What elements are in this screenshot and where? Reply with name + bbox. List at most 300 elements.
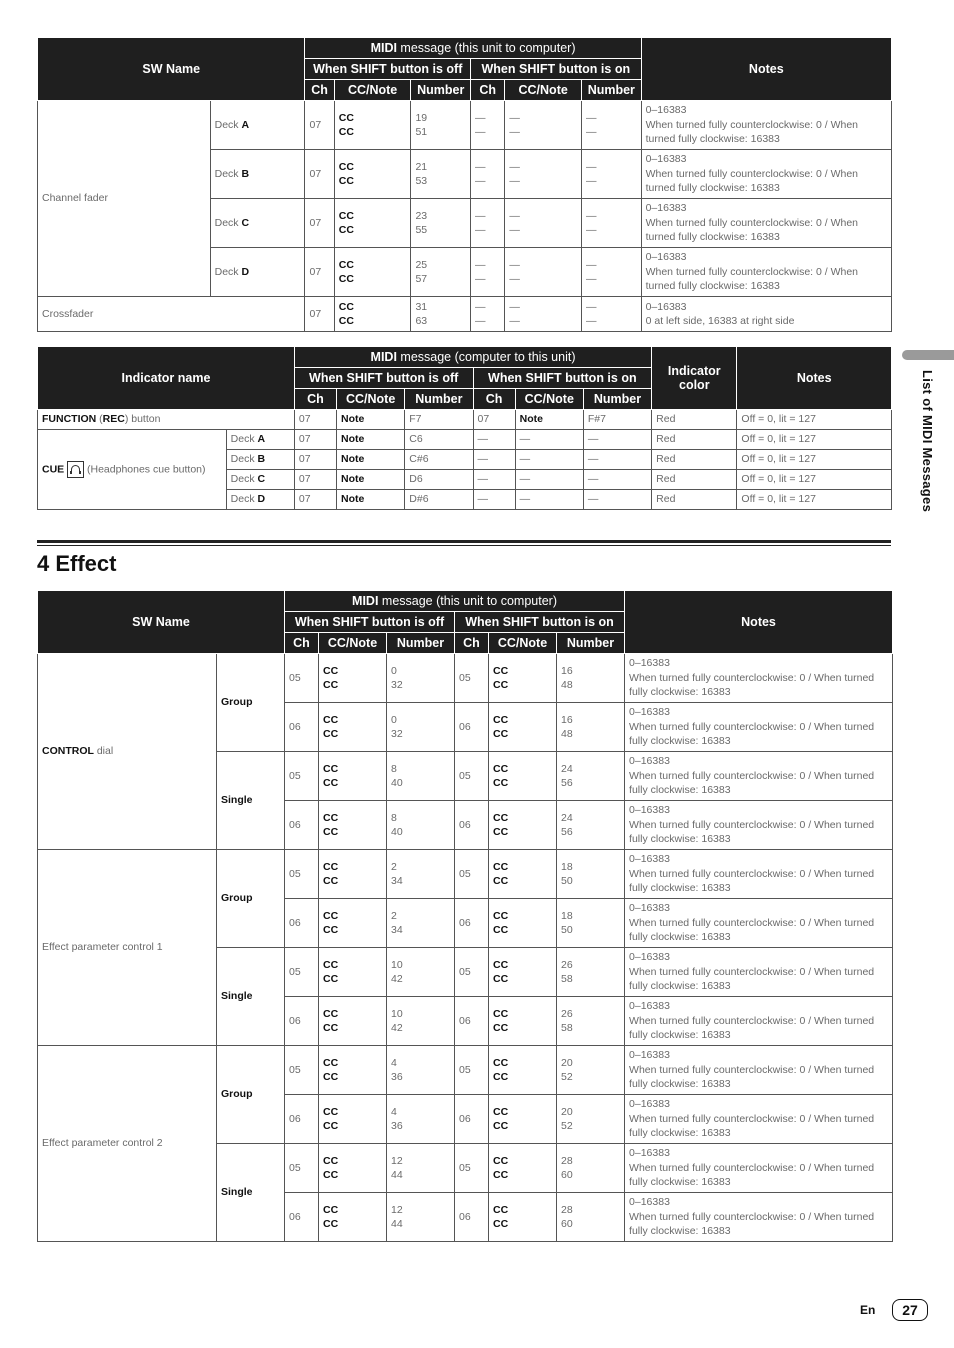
- notes-cell: Off = 0, lit = 127: [737, 490, 892, 510]
- ccnote-cell: [319, 752, 387, 801]
- cell-text: 0–16383: [645, 251, 687, 264]
- table-row: [38, 410, 892, 430]
- cell-text: CC: [338, 111, 354, 124]
- indicator-color-cell: Red: [652, 430, 737, 450]
- cell-text: 0–16383: [629, 755, 670, 768]
- ccnote-cell: Note: [337, 450, 405, 470]
- cell-text: 0 at left side, 16383 at right side: [645, 315, 795, 327]
- indicator-color-cell: Red: [652, 450, 737, 470]
- cell-text: CC: [493, 1056, 509, 1069]
- ccnote-cell: [489, 948, 557, 997]
- indicator-name-cell: [38, 410, 295, 430]
- sw-name-header: SW Name: [38, 38, 305, 101]
- cell-text: 19: [415, 111, 428, 124]
- number-cell: [557, 752, 625, 801]
- cell-text: 0–16383: [645, 104, 687, 117]
- notes-cell: [625, 899, 893, 948]
- effect-table: [37, 590, 893, 1242]
- ch-cell: —: [473, 470, 515, 490]
- ch-cell: 06: [455, 801, 489, 850]
- cell-text: 18: [561, 860, 573, 873]
- mode-cell: Single: [217, 1144, 285, 1242]
- cell-text: 58: [561, 973, 573, 985]
- cell-text: CC: [338, 273, 354, 285]
- cell-text: CC: [493, 1169, 509, 1181]
- sw-name-cell: [38, 850, 217, 1046]
- indicator-color-cell: Red: [652, 410, 737, 430]
- ch-cell: 05: [455, 1144, 489, 1193]
- ccnote-cell: [319, 948, 387, 997]
- ch-cell: 06: [455, 997, 489, 1046]
- ccnote-cell: Note: [337, 430, 405, 450]
- cell-text: 26: [561, 958, 573, 971]
- cell-text: CC: [323, 1203, 339, 1216]
- cell-text: 25: [415, 258, 428, 271]
- cell-text: CC: [323, 1169, 339, 1181]
- ccnote-cell: [489, 1095, 557, 1144]
- cell-text: 52: [561, 1071, 573, 1083]
- cell-text: C: [257, 473, 266, 486]
- indicator-color-cell: Red: [652, 490, 737, 510]
- cell-text: 0–16383: [629, 951, 670, 964]
- ch-cell: 06: [285, 703, 319, 752]
- cell-text: 52: [561, 1120, 573, 1132]
- ch-cell: —: [473, 490, 515, 510]
- notes-cell: [641, 101, 891, 150]
- cell-text: 60: [561, 1169, 573, 1181]
- sw-name-cell: Crossfader: [38, 297, 305, 332]
- cell-text: 0–16383: [629, 1147, 670, 1160]
- ccnote-cell: [489, 1193, 557, 1242]
- cell-text: CC: [323, 875, 339, 887]
- ccnote-cell: Note: [337, 410, 405, 430]
- ch-cell: [471, 297, 505, 332]
- cell-text: D: [241, 265, 250, 278]
- cell-text: A: [257, 433, 266, 446]
- cell-text: When turned fully counterclockwise: 0 / When turned fully clockwise: 16383: [629, 965, 875, 993]
- cell-text: —: [475, 300, 486, 313]
- cell-text: —: [509, 111, 520, 124]
- cell-text: When turned fully counterclockwise: 0 / When turned fully clockwise: 16383: [629, 1210, 875, 1238]
- cell-text: ) button: [124, 413, 161, 426]
- number-cell: [411, 199, 471, 248]
- number-cell: [387, 654, 455, 703]
- cell-text: 56: [561, 826, 573, 838]
- ch-cell: 05: [285, 1046, 319, 1095]
- cell-text: CC: [323, 728, 339, 740]
- cell-text: CC: [323, 973, 339, 985]
- cell-text: CC: [338, 300, 354, 313]
- cell-text: 0–16383: [629, 657, 670, 670]
- ccnote-cell: —: [515, 450, 583, 470]
- cell-text: 21: [415, 160, 428, 173]
- cell-text: When turned fully counterclockwise: 0 / When turned fully clockwise: 16383: [629, 916, 875, 944]
- number-cell: D6: [405, 470, 473, 490]
- ccnote-cell: [334, 297, 411, 332]
- ccnote-cell: [334, 248, 411, 297]
- ccnote-header: CC/Note: [337, 389, 405, 410]
- deck-cell: [210, 101, 305, 150]
- cell-text: —: [475, 258, 486, 271]
- cell-text: CC: [493, 924, 509, 936]
- ch-cell: 05: [455, 1046, 489, 1095]
- cell-text: 58: [561, 1022, 573, 1034]
- number-cell: [557, 899, 625, 948]
- number-cell: [387, 752, 455, 801]
- cell-text: 36: [391, 1071, 403, 1083]
- cell-text: When turned fully counterclockwise: 0 / When turned fully clockwise: 16383: [629, 720, 875, 748]
- ccnote-cell: [489, 752, 557, 801]
- ccnote-cell: [505, 297, 582, 332]
- ch-cell: 07: [305, 297, 334, 332]
- ch-cell: [471, 199, 505, 248]
- ccnote-cell: [319, 1046, 387, 1095]
- cell-text: CC: [493, 958, 509, 971]
- cell-text: —: [509, 160, 520, 173]
- cell-text: —: [586, 315, 597, 327]
- ch-cell: 06: [455, 703, 489, 752]
- cell-text: 44: [391, 1169, 403, 1181]
- ch-cell: 06: [285, 1193, 319, 1242]
- cell-text: (: [96, 413, 103, 426]
- shift-off-header: When SHIFT button is off: [305, 59, 471, 80]
- cell-text: 20: [561, 1056, 573, 1069]
- cell-text: CC: [493, 1154, 509, 1167]
- notes-cell: [641, 297, 891, 332]
- number-cell: [582, 199, 642, 248]
- cell-text: —: [586, 160, 597, 173]
- cell-text: CC: [338, 258, 354, 271]
- notes-header: Notes: [625, 591, 893, 654]
- cell-text: —: [475, 315, 486, 327]
- mode-cell: Group: [217, 1046, 285, 1144]
- number-cell: —: [583, 450, 651, 470]
- number-cell: —: [583, 430, 651, 450]
- midi-message-header: MIDI message (this unit to computer): [305, 38, 641, 59]
- cell-text: 53: [415, 175, 428, 187]
- cell-text: 56: [561, 777, 573, 789]
- ccnote-cell: [319, 1144, 387, 1193]
- number-cell: [387, 1046, 455, 1095]
- number-cell: [411, 150, 471, 199]
- cell-text: 63: [415, 315, 428, 327]
- cell-text: 28: [561, 1154, 573, 1167]
- mode-cell: Group: [217, 850, 285, 948]
- cell-text: REC: [102, 413, 125, 426]
- ch-cell: [471, 248, 505, 297]
- cell-text: —: [586, 300, 597, 313]
- number-cell: [582, 101, 642, 150]
- ch-cell: —: [473, 430, 515, 450]
- cell-text: D: [257, 493, 266, 506]
- cell-text: —: [586, 258, 597, 271]
- ccnote-cell: [489, 850, 557, 899]
- ch-cell: 07: [294, 490, 336, 510]
- cell-text: 36: [391, 1120, 403, 1132]
- cell-text: CC: [323, 909, 339, 922]
- cell-text: Deck: [230, 473, 258, 486]
- ch-header: Ch: [473, 389, 515, 410]
- cell-text: —: [475, 175, 486, 187]
- cell-text: —: [509, 315, 520, 327]
- ccnote-cell: [489, 703, 557, 752]
- cell-text: —: [586, 273, 597, 285]
- cell-text: Deck: [230, 433, 258, 446]
- notes-cell: [625, 1144, 893, 1193]
- ch-cell: [471, 101, 505, 150]
- notes-cell: [625, 801, 893, 850]
- cell-text: Deck: [214, 167, 242, 180]
- table-row: [38, 297, 892, 332]
- cell-text: 60: [561, 1218, 573, 1230]
- ccnote-cell: [319, 850, 387, 899]
- number-cell: [582, 248, 642, 297]
- ch-cell: 05: [455, 948, 489, 997]
- ch-header: Ch: [285, 633, 319, 654]
- cell-text: 0: [391, 664, 397, 677]
- cell-text: —: [586, 224, 597, 236]
- ch-cell: 07: [305, 150, 334, 199]
- ccnote-cell: [319, 899, 387, 948]
- number-cell: [411, 248, 471, 297]
- cell-text: 34: [391, 875, 403, 887]
- mode-cell: Group: [217, 654, 285, 752]
- indicator-name-header: Indicator name: [38, 347, 295, 410]
- cell-text: —: [509, 300, 520, 313]
- cell-text: CC: [338, 126, 354, 138]
- mode-cell: Single: [217, 752, 285, 850]
- cell-text: dial: [93, 745, 114, 758]
- cell-text: Effect parameter control 1: [42, 941, 163, 954]
- number-cell: C#6: [405, 450, 473, 470]
- cell-text: When turned fully counterclockwise: 0 / When turned fully clockwise: 16383: [629, 867, 875, 895]
- table-row: [38, 101, 892, 150]
- deck-cell: [226, 430, 294, 450]
- ccnote-cell: Note: [337, 490, 405, 510]
- cell-text: CC: [323, 958, 339, 971]
- cell-text: —: [509, 224, 520, 236]
- cell-text: CC: [323, 1218, 339, 1230]
- cell-text: 0–16383: [645, 202, 687, 215]
- cell-text: CC: [323, 924, 339, 936]
- cell-text: When turned fully counterclockwise: 0 / When turned fully clockwise: 16383: [629, 671, 875, 699]
- cell-text: CC: [323, 1022, 339, 1034]
- ch-cell: 05: [455, 850, 489, 899]
- number-cell: [557, 1193, 625, 1242]
- ccnote-cell: Note: [515, 410, 583, 430]
- cell-text: 0–16383: [629, 706, 670, 719]
- cell-text: CC: [493, 664, 509, 677]
- ccnote-header: CC/Note: [489, 633, 557, 654]
- cell-text: A: [241, 118, 250, 131]
- ccnote-cell: [505, 199, 582, 248]
- number-cell: [557, 1046, 625, 1095]
- number-cell: [411, 297, 471, 332]
- cell-text: CC: [493, 679, 509, 691]
- cell-text: —: [475, 111, 486, 124]
- cell-text: CC: [493, 1120, 509, 1132]
- cell-text: 0–16383: [645, 300, 687, 313]
- cell-text: CC: [323, 1105, 339, 1118]
- cell-text: When turned fully counterclockwise: 0 / When turned fully clockwise: 16383: [629, 1014, 875, 1042]
- cell-text: —: [475, 209, 486, 222]
- ccnote-cell: [489, 654, 557, 703]
- ch-cell: 05: [285, 1144, 319, 1193]
- number-cell: [387, 997, 455, 1046]
- cell-text: 31: [415, 300, 428, 313]
- cell-text: CC: [323, 1154, 339, 1167]
- ccnote-cell: [319, 801, 387, 850]
- number-cell: [557, 1144, 625, 1193]
- ch-cell: 07: [294, 450, 336, 470]
- section-rule: [37, 545, 891, 546]
- notes-header: Notes: [737, 347, 892, 410]
- ccnote-header: CC/Note: [334, 80, 411, 101]
- cell-text: 0–16383: [629, 1000, 670, 1013]
- cell-text: CC: [323, 811, 339, 824]
- ch-cell: —: [473, 450, 515, 470]
- indicator-color-cell: Red: [652, 470, 737, 490]
- notes-header: Notes: [641, 38, 891, 101]
- cell-text: CC: [493, 713, 509, 726]
- ch-cell: 07: [294, 430, 336, 450]
- cell-text: When turned fully counterclockwise: 0 / When turned fully clockwise: 16383: [629, 818, 875, 846]
- number-cell: [387, 1095, 455, 1144]
- cell-text: 51: [415, 126, 428, 138]
- cell-text: 48: [561, 728, 573, 740]
- cell-text: CC: [323, 860, 339, 873]
- cell-text: 0: [391, 713, 397, 726]
- cell-text: CC: [493, 1022, 509, 1034]
- ccnote-cell: [334, 101, 411, 150]
- cell-text: 0–16383: [629, 804, 670, 817]
- cell-text: 40: [391, 826, 403, 838]
- ccnote-cell: —: [515, 430, 583, 450]
- cell-text: CC: [493, 1203, 509, 1216]
- cell-text: CC: [323, 1120, 339, 1132]
- notes-cell: [625, 850, 893, 899]
- cell-text: 16: [561, 713, 573, 726]
- footer-language: En: [860, 1303, 876, 1317]
- cell-text: CC: [493, 1007, 509, 1020]
- cell-text: 26: [561, 1007, 573, 1020]
- sw-name-cell: [38, 1046, 217, 1242]
- cell-text: C: [241, 216, 250, 229]
- cell-text: 23: [415, 209, 428, 222]
- cell-text: CC: [323, 1071, 339, 1083]
- ch-header: Ch: [471, 80, 505, 101]
- number-header: Number: [583, 389, 651, 410]
- notes-cell: Off = 0, lit = 127: [737, 470, 892, 490]
- ccnote-cell: [334, 199, 411, 248]
- cell-text: CC: [493, 811, 509, 824]
- number-cell: [557, 850, 625, 899]
- ccnote-cell: [489, 801, 557, 850]
- cell-text: —: [586, 111, 597, 124]
- cell-text: When turned fully counterclockwise: 0 / When turned fully clockwise: 16383: [645, 167, 859, 195]
- ccnote-cell: [319, 1095, 387, 1144]
- notes-cell: [641, 199, 891, 248]
- notes-cell: [625, 703, 893, 752]
- notes-cell: Off = 0, lit = 127: [737, 430, 892, 450]
- deck-cell: [210, 150, 305, 199]
- ccnote-cell: [489, 1046, 557, 1095]
- number-cell: [582, 297, 642, 332]
- ccnote-cell: [505, 248, 582, 297]
- number-cell: F#7: [583, 410, 651, 430]
- side-section-label: List of MIDI Messages: [920, 370, 935, 513]
- cell-text: —: [586, 126, 597, 138]
- number-cell: [582, 150, 642, 199]
- cell-text: —: [586, 209, 597, 222]
- cell-text: 34: [391, 924, 403, 936]
- midi-message-header: MIDI message (computer to this unit): [294, 347, 651, 368]
- ch-cell: 06: [455, 1095, 489, 1144]
- cell-text: CC: [493, 860, 509, 873]
- ch-cell: [471, 150, 505, 199]
- cell-text: —: [475, 273, 486, 285]
- cell-text: —: [475, 160, 486, 173]
- cell-text: CC: [323, 777, 339, 789]
- cell-text: When turned fully counterclockwise: 0 / When turned fully clockwise: 16383: [629, 1112, 875, 1140]
- cell-text: CC: [338, 224, 354, 236]
- ch-header: Ch: [305, 80, 334, 101]
- channel-fader-table: [37, 37, 892, 332]
- number-cell: C6: [405, 430, 473, 450]
- number-cell: [387, 899, 455, 948]
- cell-text: CC: [493, 777, 509, 789]
- cell-text: B: [257, 453, 266, 466]
- cell-text: 16: [561, 664, 573, 677]
- shift-on-header: When SHIFT button is on: [471, 59, 642, 80]
- cell-text: CC: [323, 1007, 339, 1020]
- cell-text: 2: [391, 909, 397, 922]
- ccnote-cell: —: [515, 490, 583, 510]
- cell-text: —: [509, 273, 520, 285]
- ch-cell: 07: [305, 101, 334, 150]
- ch-cell: 07: [473, 410, 515, 430]
- cell-text: —: [586, 175, 597, 187]
- cell-text: CC: [323, 762, 339, 775]
- ccnote-cell: [319, 1193, 387, 1242]
- number-header: Number: [557, 633, 625, 654]
- cell-text: —: [475, 224, 486, 236]
- number-header: Number: [405, 389, 473, 410]
- sw-name-cell: Channel fader: [38, 101, 211, 297]
- cell-text: B: [241, 167, 250, 180]
- cell-text: 18: [561, 909, 573, 922]
- cell-text: CC: [338, 175, 354, 187]
- ccnote-cell: —: [515, 470, 583, 490]
- ch-cell: 07: [294, 470, 336, 490]
- cell-text: CC: [338, 160, 354, 173]
- ch-cell: 06: [285, 899, 319, 948]
- ccnote-cell: [505, 150, 582, 199]
- number-cell: [387, 1144, 455, 1193]
- cell-text: CC: [493, 826, 509, 838]
- ch-header: Ch: [294, 389, 336, 410]
- cell-text: 40: [391, 777, 403, 789]
- number-cell: [387, 948, 455, 997]
- cell-text: Deck: [214, 118, 242, 131]
- deck-cell: [226, 450, 294, 470]
- cell-text: 4: [391, 1056, 397, 1069]
- cell-text: 10: [391, 1007, 403, 1020]
- ch-cell: 06: [455, 899, 489, 948]
- ccnote-cell: [319, 703, 387, 752]
- number-cell: [557, 654, 625, 703]
- notes-cell: [625, 1046, 893, 1095]
